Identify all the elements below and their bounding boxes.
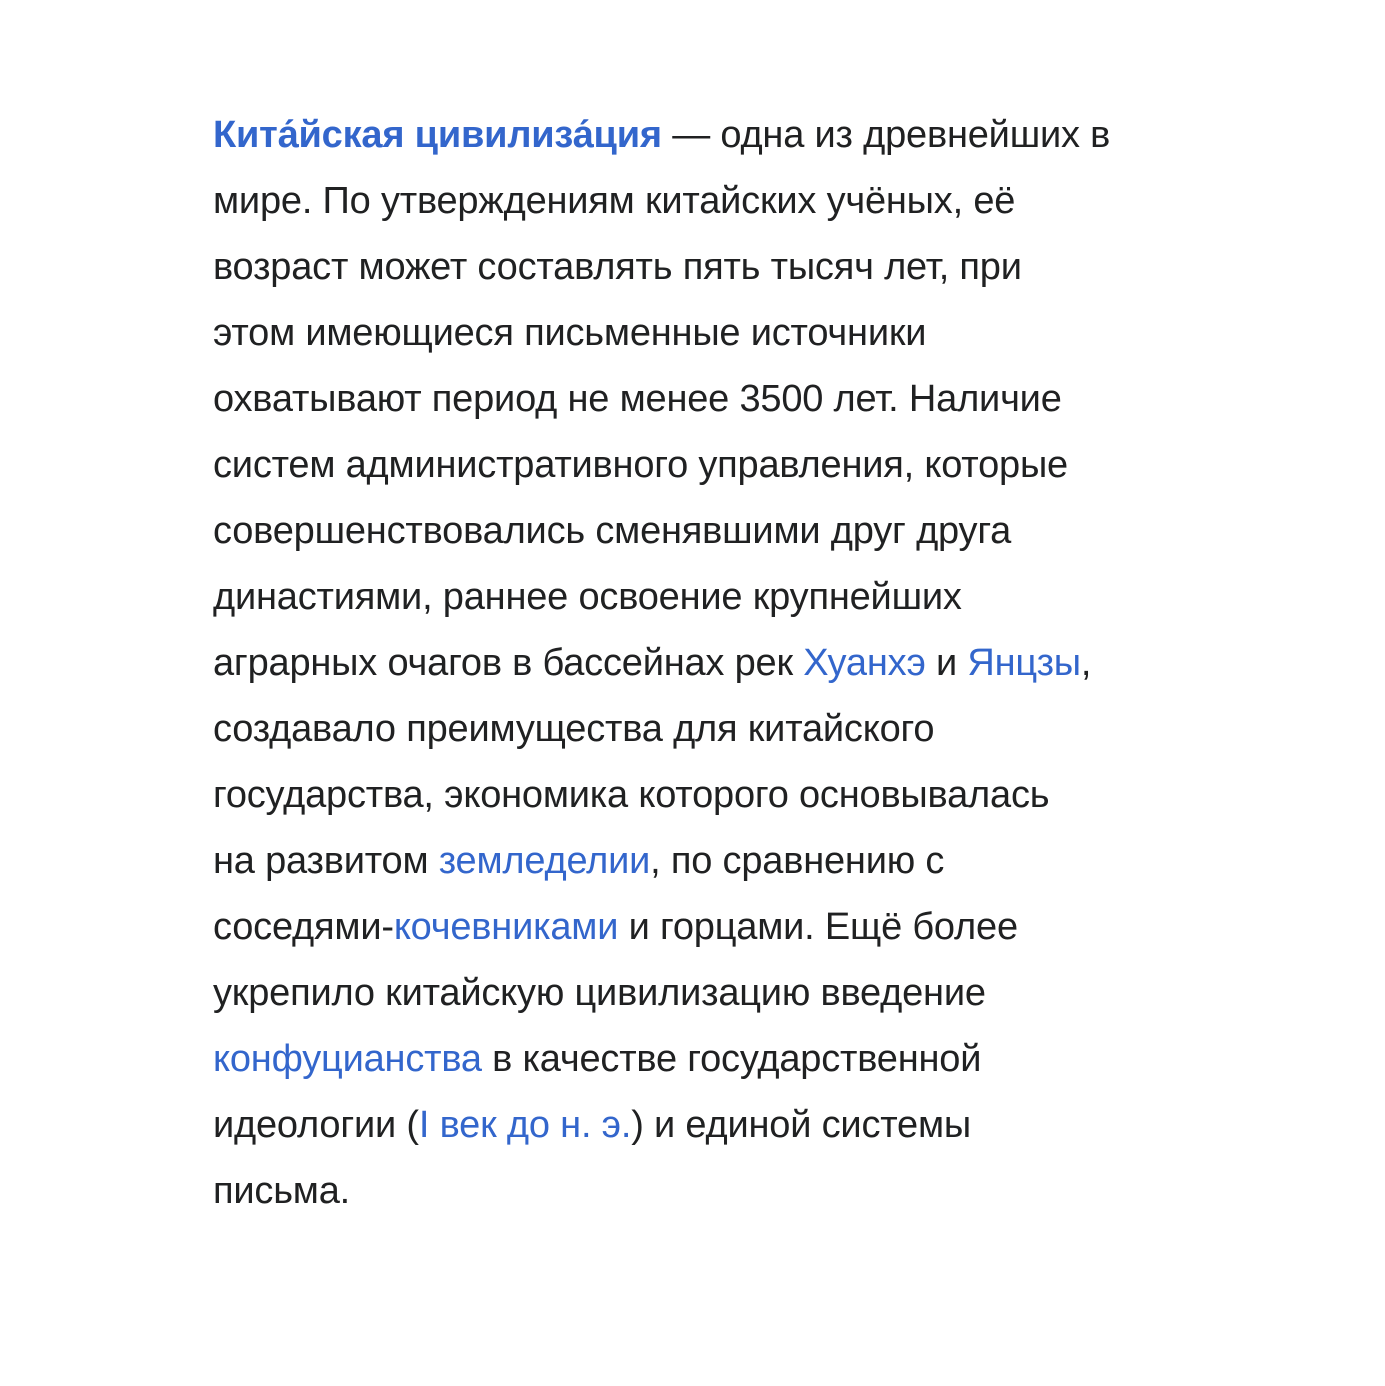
century-link[interactable]: I век до н. э. [418,1104,632,1146]
paragraph-line: систем административного управления, которые [213,444,1068,486]
paragraph-line: государства, экономика которого основывалась [213,774,1050,816]
paragraph-line: мире. По утверждениям китайских учёных, её [213,180,1016,222]
article-title-link[interactable]: Кита́йская цивилиза́ция [213,114,662,156]
paragraph-line [213,1092,1173,1158]
paragraph-text: ) и единой системы [631,1104,971,1146]
paragraph-text: на развитом [213,840,439,882]
paragraph-line: возраст может составлять пять тысяч лет, при [213,246,1022,288]
yangtze-link[interactable]: Янцзы [967,642,1081,684]
nomads-link[interactable]: кочевниками [393,906,619,948]
paragraph-line: этом имеющиеся письменные источники [213,312,927,354]
paragraph-text: аграрных очагов в бассейнах рек [213,642,804,684]
paragraph-text: и горцами. Ещё более [618,906,1018,948]
paragraph-line: совершенствовались сменявшими друг друга [213,510,1012,552]
paragraph-line: создавало преимущества для китайского [213,708,935,750]
paragraph-line: династиями, раннее освоение крупнейших [213,576,962,618]
paragraph-line: письма. [213,1170,351,1212]
article-paragraph [213,102,1173,1224]
paragraph-text: идеологии ( [213,1104,419,1146]
paragraph-text: и [925,642,968,684]
paragraph-line [213,102,1173,168]
paragraph-line [213,828,1173,894]
paragraph-line [213,1026,1173,1092]
paragraph-text: в качестве государственной [481,1038,982,1080]
huanghe-link[interactable]: Хуанхэ [803,642,926,684]
confucianism-link[interactable]: конфуцианства [213,1038,482,1080]
paragraph-line: охватывают период не менее 3500 лет. Наличие [213,378,1062,420]
paragraph-text: — одна из древнейших в [661,114,1111,156]
paragraph-line [213,894,1173,960]
paragraph-text: соседями- [213,906,394,948]
paragraph-line: укрепило китайскую цивилизацию введение [213,972,986,1014]
paragraph-line [213,630,1173,696]
agriculture-link[interactable]: земледелии [438,840,651,882]
paragraph-text: , [1080,642,1092,684]
paragraph-text: , по сравнению с [650,840,945,882]
